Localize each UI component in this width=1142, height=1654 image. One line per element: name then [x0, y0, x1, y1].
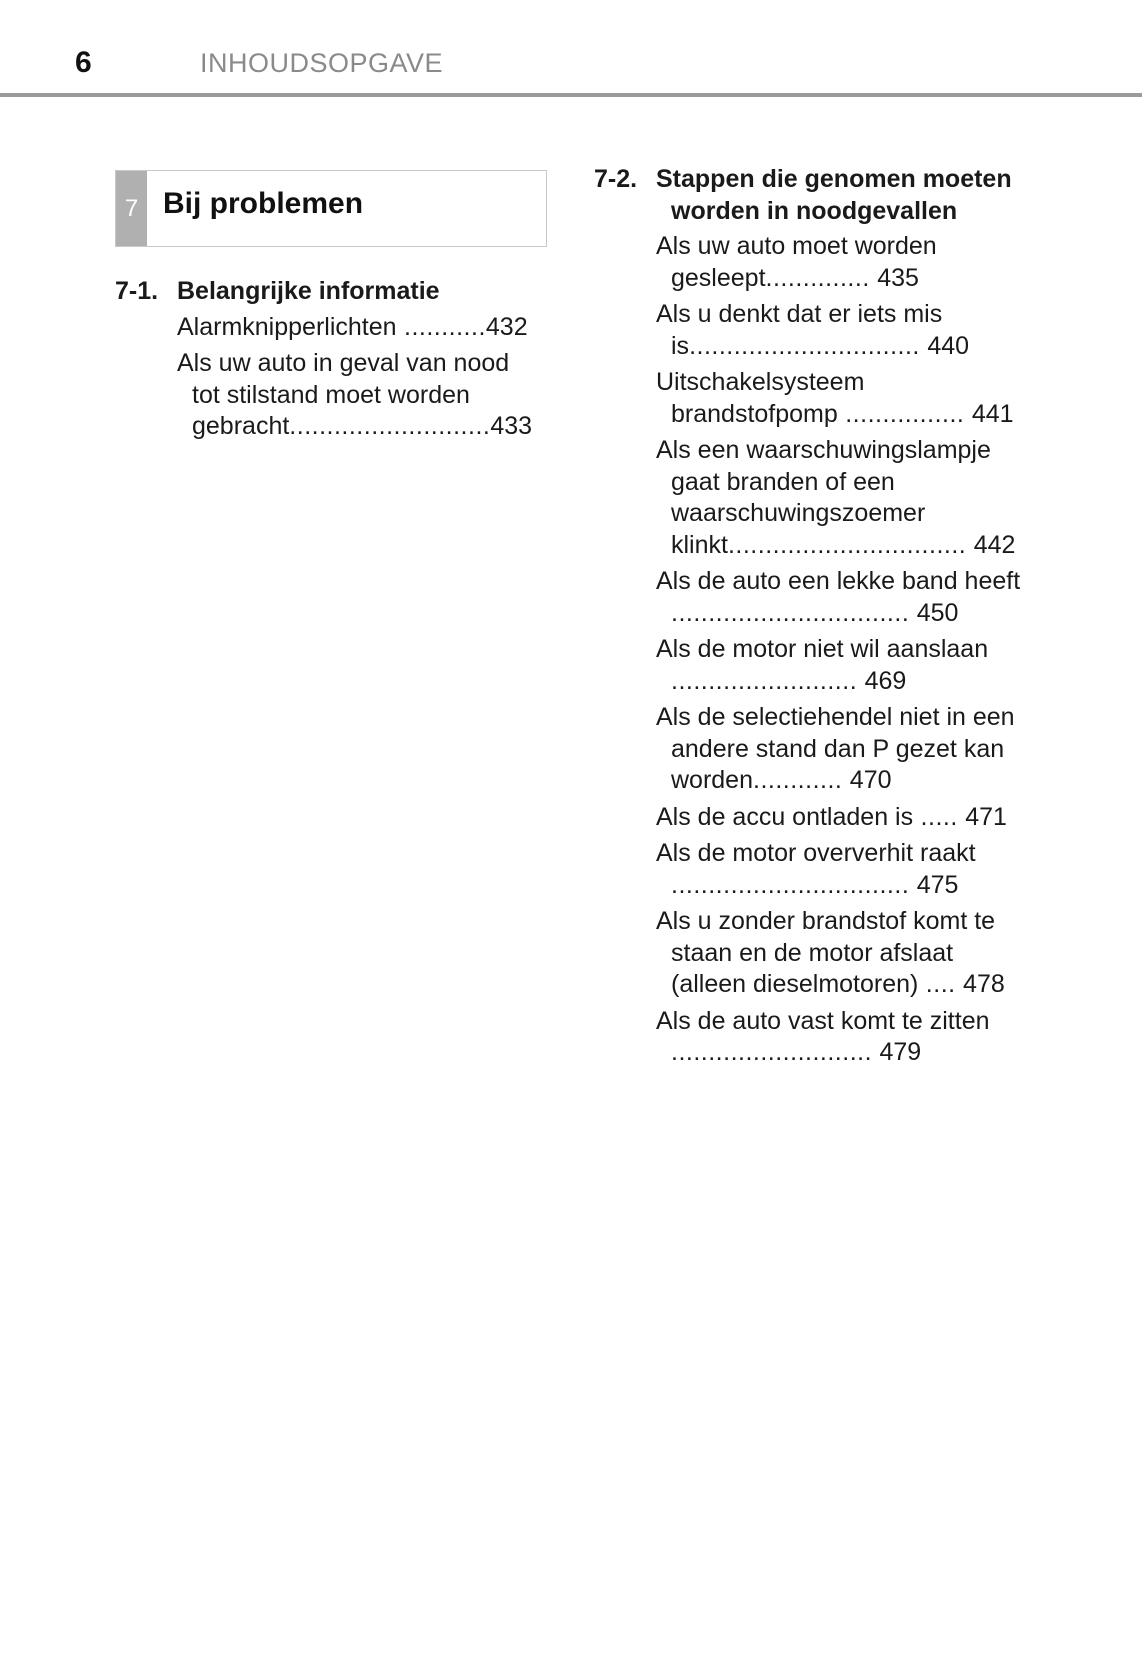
- toc-leader-dots: ....: [918, 970, 964, 998]
- chapter-title: Bij problemen: [163, 187, 364, 220]
- toc-entry[interactable]: [594, 906, 1024, 1001]
- toc-leader-dots: ...........: [396, 312, 486, 341]
- toc-entry[interactable]: [594, 231, 1024, 294]
- toc-entry-page: 469: [864, 666, 907, 695]
- toc-entry-text: Als de auto een lekke band heeft: [656, 567, 1021, 595]
- toc-entry-page: 433: [490, 412, 533, 440]
- toc-entry[interactable]: [594, 367, 1024, 430]
- toc-entry-page: 471: [965, 802, 1007, 831]
- toc-leader-dots: .........................: [671, 666, 865, 695]
- section-title: Stappen die genomen moeten worden in noodgevallen: [656, 165, 1012, 225]
- toc-entry-text: Als de selectiehendel niet in een andere stand dan P gezet kan worden: [656, 703, 1015, 794]
- toc-entry-page: 435: [877, 263, 919, 292]
- toc-leader-dots: ..............: [765, 263, 878, 292]
- toc-entry-text: Uitschakelsysteem brandstofpomp: [656, 368, 865, 428]
- toc-column-left: [115, 276, 535, 448]
- section-number: 7-2.: [594, 165, 638, 193]
- toc-entry-page: 475: [916, 870, 959, 899]
- toc-leader-dots: ................: [837, 399, 972, 428]
- section-number: 7-1.: [115, 277, 159, 305]
- header-title: INHOUDSOPGAVE: [200, 48, 444, 78]
- chapter-number-tab: 7: [116, 171, 147, 246]
- toc-entry-page: 441: [971, 399, 1014, 428]
- header-divider: [0, 93, 1142, 97]
- toc-entry-text: Alarmknipperlichten: [177, 312, 397, 341]
- toc-entry-text: Als u zonder brandstof komt te staan en de motor afslaat (alleen dieselmotoren): [656, 907, 996, 998]
- toc-entry-text: Als de motor oververhit raakt: [656, 839, 976, 867]
- toc-entry-page: 479: [879, 1038, 922, 1066]
- chapter-box: [115, 170, 547, 247]
- toc-entry-text: Als de motor niet wil aanslaan: [656, 635, 989, 663]
- toc-leader-dots: ............: [753, 766, 850, 794]
- toc-entry-page: 478: [963, 970, 1005, 998]
- section-heading-7-1: [115, 276, 535, 308]
- toc-entry-page: 470: [849, 766, 892, 794]
- toc-entry[interactable]: [594, 838, 1024, 901]
- toc-entry[interactable]: [594, 702, 1024, 797]
- toc-entry[interactable]: [594, 299, 1024, 362]
- toc-leader-dots: ................................: [727, 530, 974, 559]
- toc-leader-dots: ...............................: [689, 331, 928, 360]
- toc-entry[interactable]: [594, 566, 1024, 629]
- toc-entry-text: Als uw auto in geval van nood tot stilstand moet worden gebracht: [177, 349, 510, 440]
- toc-entry-text: Als uw auto moet worden gesleept: [656, 232, 937, 292]
- toc-entry[interactable]: [594, 1006, 1024, 1069]
- toc-entry[interactable]: [594, 634, 1024, 697]
- section-heading-7-2: [594, 164, 1024, 227]
- toc-entry-text: Als de auto vast komt te zitten: [656, 1006, 990, 1035]
- toc-entry[interactable]: [115, 348, 535, 443]
- toc-entry-text: Als de accu ontladen is: [656, 802, 914, 831]
- toc-entry[interactable]: [115, 312, 535, 344]
- toc-entry[interactable]: [594, 435, 1024, 561]
- toc-column-right: [594, 164, 1024, 1074]
- toc-entry-page: 442: [973, 530, 1016, 559]
- page-number: 6: [75, 46, 92, 79]
- toc-entry-page: 440: [927, 331, 970, 360]
- toc-leader-dots: ...........................: [671, 1038, 880, 1066]
- toc-entry[interactable]: [594, 802, 1024, 834]
- toc-entry-page: 432: [485, 312, 528, 341]
- page-header: [0, 0, 1142, 100]
- toc-entry-text: Als een waarschuwingslampje gaat branden of een waarschuwingszoemer klinkt: [656, 436, 991, 559]
- toc-leader-dots: ................................: [671, 598, 917, 627]
- toc-leader-dots: .....: [913, 802, 966, 831]
- toc-entry-page: 450: [916, 598, 959, 627]
- toc-leader-dots: ...........................: [289, 412, 491, 440]
- toc-leader-dots: ................................: [671, 870, 917, 899]
- section-title: Belangrijke informatie: [177, 277, 440, 305]
- toc-entry-text: Als u denkt dat er iets mis is: [656, 300, 943, 360]
